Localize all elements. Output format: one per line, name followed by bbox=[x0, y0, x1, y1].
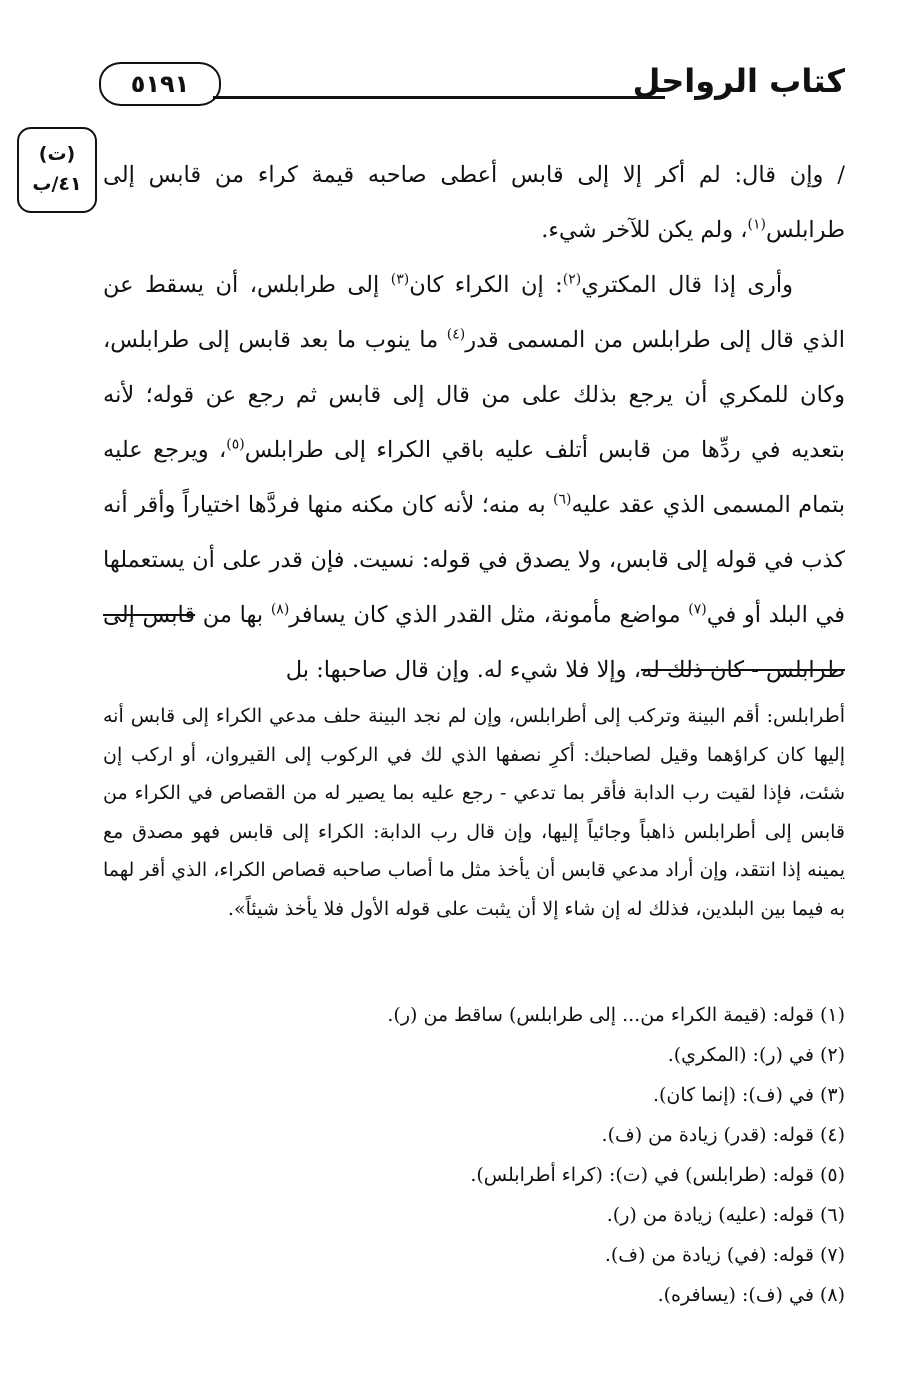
footnote-ref-2: (٢) bbox=[562, 271, 582, 288]
quoted-source-block: أطرابلس: أقم البينة وتركب إلى أطرابلس، وإن لم نجد البينة حلف مدعي الكراء إلى قابس أنه إليها كان كراؤهما وقيل لصاحبك: أكرِ نصفها الذي لك في الركوب إلى القيروان، أو اركب إن شئت، فإذا لقيت رب الدابة فأقر بما تدعي - رجع عليه بما يصير له من القصاص في الكراء من قابس إلى أطرابلس ذاهباً وجائياً إليها، وإن قال رب الدابة: الكراء إلى قابس فهو مصدق مع يمينه إذا انتقد، وإن أراد مدعي قابس أن يأخذ مثل ما أصاب صاحبه قصاص الكراء، الذي أقر لهما به فيما بين البلدين، فذلك له إن شاء إلا أن يثبت على قوله الأول فلا يأخذ شيئاً». bbox=[103, 705, 845, 920]
footnote: (٢) في (ر): (المكري). bbox=[667, 1044, 845, 1066]
footnote: (٥) قوله: (طرابلس) في (ت): (كراء أطرابلس). bbox=[470, 1164, 845, 1186]
footnote-ref-5: (٥) bbox=[226, 436, 245, 453]
margin-folio-note bbox=[17, 127, 97, 213]
text-segment: بها من bbox=[195, 602, 271, 628]
footnote: (٣) في (ف): (إنما كان). bbox=[652, 1084, 845, 1106]
margin-folio-number: ٤١/ب bbox=[32, 173, 82, 195]
footnote-ref-1: (١) bbox=[747, 216, 767, 233]
text-segment: : إن الكراء كان bbox=[409, 272, 563, 298]
footnote: (٧) قوله: (في) زيادة من (ف). bbox=[604, 1244, 845, 1266]
header-rule bbox=[213, 96, 665, 99]
page-number-badge bbox=[99, 62, 221, 106]
footnote-ref-3: (٣) bbox=[390, 271, 410, 288]
page-number: ٥١٩١ bbox=[130, 70, 190, 98]
text-segment: ما ينوب ما بعد قابس إلى طرابلس، وكان للمكري أن يرجع بذلك على من قال إلى قابس ثم رجع عن قوله؛ لأنه بتعديه في ردِّها من قابس أتلف عليه باقي الكراء إلى طرابلس bbox=[103, 327, 845, 463]
paragraph-1 bbox=[103, 148, 845, 258]
text-segment: إلى طرابلس، أن يسقط عن الذي قال إلى طرابلس من المسمى قدر bbox=[103, 272, 845, 353]
footnote: (٤) قوله: (قدر) زيادة من (ف). bbox=[601, 1124, 845, 1146]
folio-break-mark: / bbox=[837, 162, 845, 188]
margin-manuscript-siglum: (ت) bbox=[38, 143, 76, 165]
footnote: (٦) قوله: (عليه) زيادة من (ر). bbox=[606, 1204, 845, 1226]
text-segment: ، ويرجع عليه بتمام المسمى الذي عقد عليه bbox=[103, 437, 845, 518]
page-header bbox=[95, 60, 845, 108]
book-title: كتاب الرواحل bbox=[632, 62, 845, 100]
text-segment: ، ولم يكن للآخر شيء. bbox=[541, 217, 748, 243]
paragraph-2 bbox=[103, 258, 845, 698]
footnote: (١) قوله: (قيمة الكراء من... إلى طرابلس) ساقط من (ر). bbox=[387, 1004, 845, 1026]
struck-text: قابس إلى طرابلس - كان ذلك له bbox=[103, 602, 845, 683]
text-segment: وأرى إذا قال المكتري bbox=[581, 272, 793, 298]
text-segment: به منه؛ لأنه كان مكنه منها فردَّها اختياراً وأقر أنه كذب في قوله إلى قابس، ولا يصدق في قوله: نسيت. فإن قدر على أن يستعملها في البلد أو في bbox=[103, 492, 846, 628]
footnotes-list bbox=[103, 995, 845, 1315]
footnote-ref-8: (٨) bbox=[270, 601, 290, 618]
text-segment: ، وإلا فلا شيء له. وإن قال صاحبها: بل bbox=[285, 657, 641, 683]
footnote-ref-7: (٧) bbox=[688, 601, 707, 618]
text-segment: مواضع مأمونة، مثل القدر الذي كان يسافر bbox=[289, 602, 689, 628]
footnote-ref-4: (٤) bbox=[446, 326, 466, 343]
main-text bbox=[103, 148, 845, 698]
text-segment: وإن قال: لم أكر إلا إلى قابس أعطى صاحبه قيمة كراء من قابس إلى طرابلس bbox=[103, 162, 845, 243]
footnote-ref-6: (٦) bbox=[553, 491, 572, 508]
footnote: (٨) في (ف): (يسافره). bbox=[657, 1284, 845, 1306]
